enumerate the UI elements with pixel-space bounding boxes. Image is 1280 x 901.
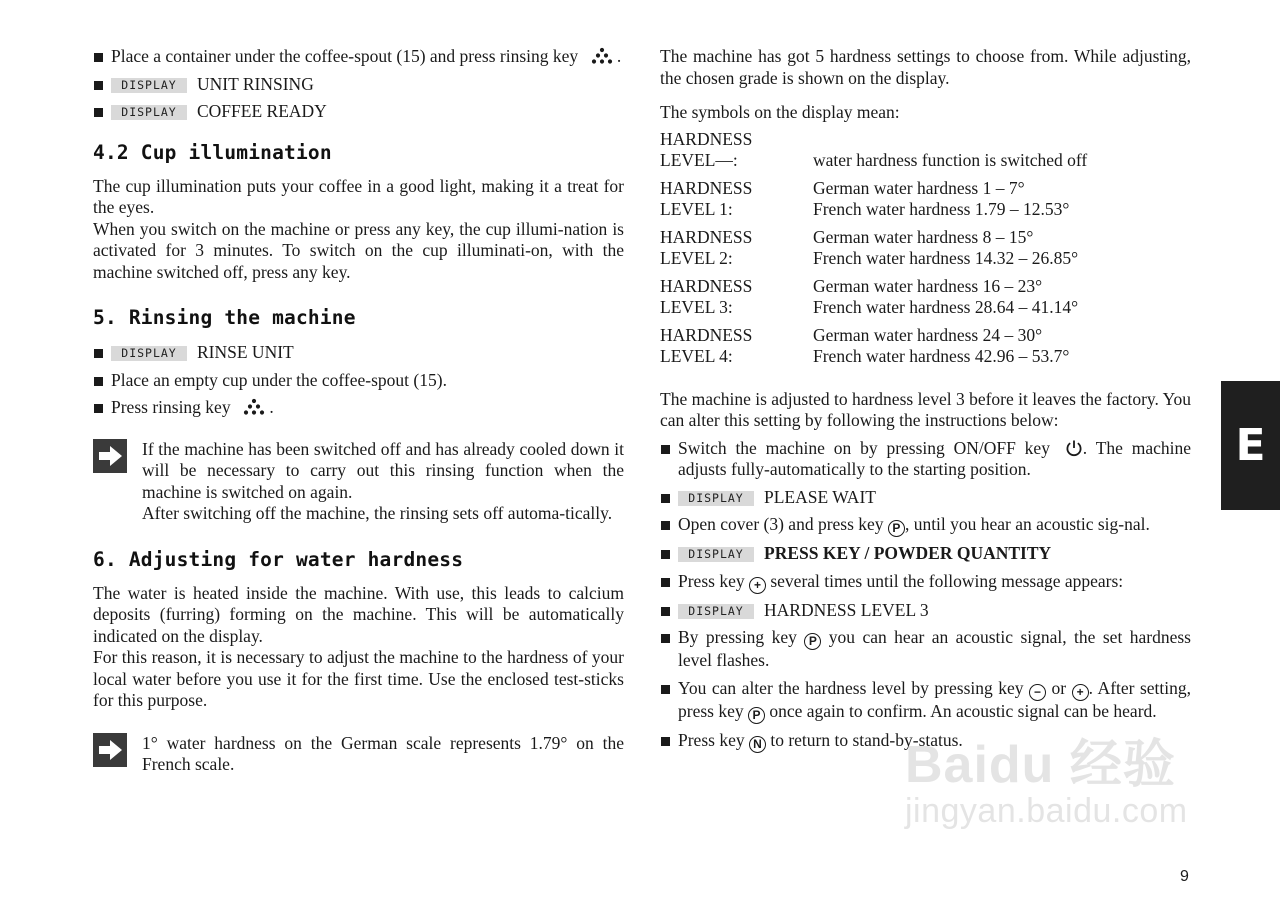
list-item bbox=[93, 74, 624, 96]
watermark-url: jingyan.baidu.com bbox=[905, 792, 1188, 830]
list-item: Press key + several times until the following message appears: bbox=[660, 571, 1191, 594]
bullet-text: Press rinsing key bbox=[111, 397, 231, 417]
display-indicator: DISPLAY bbox=[678, 604, 754, 619]
p-key-icon: P bbox=[804, 633, 821, 650]
display-indicator: DISPLAY bbox=[111, 346, 187, 361]
paragraph: For this reason, it is necessary to adjust the machine to the hardness of your local water before you use it for the first time. Use the enclosed test-sticks for this purpose. bbox=[93, 647, 624, 710]
n-key-icon: N bbox=[749, 736, 766, 753]
rinsing-key-icon bbox=[591, 47, 613, 65]
list-item bbox=[93, 370, 624, 392]
display-message: COFFEE READY bbox=[197, 101, 327, 121]
plus-key-icon: + bbox=[1072, 684, 1089, 701]
hardness-values: German water hardness 8 – 15° French water hardness 14.32 – 26.85° bbox=[813, 226, 1079, 268]
left-column bbox=[93, 44, 624, 776]
note-text: 1° water hardness on the German scale represents 1.79° on the French scale. bbox=[142, 732, 624, 774]
plus-key-icon: + bbox=[749, 577, 766, 594]
list-item: Place a container under the coffee-spout (15) and press rinsing key . bbox=[93, 46, 624, 68]
hardness-row bbox=[660, 129, 1191, 172]
hardness-row bbox=[660, 276, 1191, 319]
display-message: HARDNESS LEVEL 3 bbox=[764, 599, 929, 620]
hardness-row bbox=[660, 325, 1191, 368]
display-message: UNIT RINSING bbox=[197, 73, 314, 94]
hardness-label: HARDNESS LEVEL—: bbox=[660, 128, 753, 170]
list-item bbox=[93, 101, 624, 123]
minus-key-icon: − bbox=[1029, 684, 1046, 701]
hardness-row bbox=[660, 227, 1191, 270]
paragraph: The water is heated inside the machine. With use, this leads to calcium deposits (furring) forming on the machine. This will be automatically indicated on the display. bbox=[93, 582, 624, 646]
bullet-text: Place an empty cup under the coffee-spout (15). bbox=[111, 369, 447, 390]
list-item: Switch the machine on by pressing ON/OFF key . The machine adjusts fully-automatically to the starting position. bbox=[660, 438, 1191, 481]
list-item: You can alter the hardness level by pressing key − or + . After setting, press key P once again to confirm. An acoustic signal can be heard. bbox=[660, 678, 1191, 724]
section-heading-water-hardness: 6. Adjusting for water hardness bbox=[93, 547, 464, 571]
note-block bbox=[93, 733, 624, 776]
paragraph: The cup illumination puts your coffee in a good light, making it a treat for the eyes. bbox=[93, 175, 624, 217]
list-item: Open cover (3) and press key P , until you hear an acoustic sig-nal. bbox=[660, 514, 1191, 537]
display-indicator: DISPLAY bbox=[678, 491, 754, 506]
section-heading-cup-illumination: 4.2 Cup illumination bbox=[93, 140, 332, 164]
list-item bbox=[660, 600, 1191, 622]
list-item bbox=[660, 543, 1191, 565]
list-item: By pressing key P you can hear an acoustic signal, the set hardness level flashes. bbox=[660, 627, 1191, 672]
bullet-text: Place a container under the coffee-spout (15) and press rinsing key bbox=[111, 46, 579, 66]
right-column bbox=[660, 44, 1191, 753]
paragraph: When you switch on the machine or press any key, the cup illumi-nation is activated for 3 minutes. To switch on the cup illuminati-on, with the machine switched off, press any key. bbox=[93, 218, 624, 282]
display-indicator: DISPLAY bbox=[111, 105, 187, 120]
display-message: RINSE UNIT bbox=[197, 342, 294, 362]
arrow-right-icon bbox=[93, 439, 127, 473]
hardness-row bbox=[660, 178, 1191, 221]
language-tab: E bbox=[1221, 381, 1280, 510]
hardness-values: water hardness function is switched off bbox=[813, 150, 1088, 170]
hardness-label: HARDNESS LEVEL 2: bbox=[660, 226, 753, 268]
page-number: 9 bbox=[1180, 868, 1189, 885]
p-key-icon: P bbox=[748, 707, 765, 724]
display-message: PLEASE WAIT bbox=[764, 486, 876, 507]
rinsing-key-icon bbox=[243, 398, 265, 416]
paragraph: The machine is adjusted to hardness level 3 before it leaves the factory. You can alter this setting by following the instructions below: bbox=[660, 388, 1191, 430]
watermark-logo: Baidu 经验 bbox=[905, 736, 1176, 794]
list-item bbox=[93, 342, 624, 364]
hardness-label: HARDNESS LEVEL 4: bbox=[660, 324, 753, 366]
paragraph: The machine has got 5 hardness settings to choose from. While adjusting, the chosen grade is shown on the display. bbox=[660, 46, 1191, 88]
hardness-values: German water hardness 24 – 30° French water hardness 42.96 – 53.7° bbox=[813, 324, 1070, 366]
list-item: Press rinsing key . bbox=[93, 397, 624, 419]
list-item: Press key N to return to stand-by-status. bbox=[660, 730, 1191, 753]
note-block bbox=[93, 439, 624, 525]
power-icon bbox=[1065, 439, 1083, 457]
display-indicator: DISPLAY bbox=[111, 78, 187, 93]
hardness-values: German water hardness 16 – 23° French water hardness 28.64 – 41.14° bbox=[813, 275, 1079, 317]
hardness-label: HARDNESS LEVEL 3: bbox=[660, 275, 753, 317]
p-key-icon: P bbox=[888, 520, 905, 537]
display-message: PRESS KEY / POWDER QUANTITY bbox=[764, 543, 1052, 563]
section-heading-rinsing: 5. Rinsing the machine bbox=[93, 306, 356, 329]
arrow-right-icon bbox=[93, 733, 127, 767]
list-item bbox=[660, 487, 1191, 509]
hardness-values: German water hardness 1 – 7° French water hardness 1.79 – 12.53° bbox=[813, 177, 1070, 219]
note-text: If the machine has been switched off and has already cooled down it will be necessary to carry out this rinsing function when the machine is switched on again. bbox=[142, 438, 624, 502]
note-text: After switching off the machine, the rinsing sets off automa-tically. bbox=[142, 503, 613, 523]
hardness-table bbox=[660, 129, 1191, 368]
hardness-label: HARDNESS LEVEL 1: bbox=[660, 177, 753, 219]
display-indicator: DISPLAY bbox=[678, 547, 754, 562]
paragraph: The symbols on the display mean: bbox=[660, 102, 900, 122]
